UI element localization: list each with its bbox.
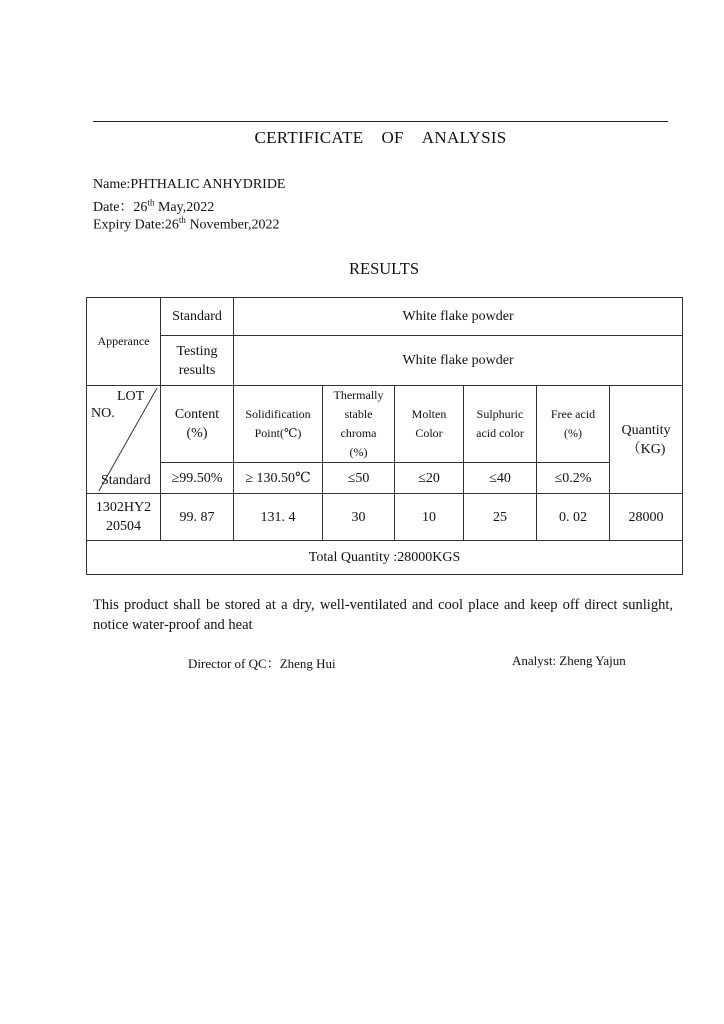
top-rule (93, 121, 668, 122)
title-word-3: ANALYSIS (421, 128, 507, 147)
value-content: 99. 87 (161, 494, 234, 541)
col-content-header (161, 386, 234, 463)
lot-label-line-1: LOT (117, 389, 145, 404)
testing-label-line-2: results (178, 362, 216, 378)
product-name: Name:PHTHALIC ANHYDRIDE (93, 177, 286, 192)
value-solidification: 131. 4 (234, 494, 323, 541)
col-quantity-header (610, 386, 683, 494)
col-molten-l2: Color (415, 426, 443, 440)
col-content-l2: (%) (186, 426, 208, 441)
standard-sulphuric: ≤40 (464, 463, 537, 494)
director-signature: Director of QC：Zheng Hui (188, 656, 336, 671)
col-free-acid-l2: (%) (564, 426, 582, 440)
col-solidification-header (234, 386, 323, 463)
col-quantity-l1: Quantity (621, 422, 671, 438)
standard-content: ≥99.50% (161, 463, 234, 494)
value-chroma: 30 (323, 494, 395, 541)
expiry-line (93, 215, 279, 234)
value-sulphuric: 25 (464, 494, 537, 541)
standard-label: Standard (161, 298, 234, 336)
lot-standard-corner-cell (87, 386, 161, 494)
col-sulphuric-l2: acid color (476, 426, 524, 440)
col-solidification-l2: Point(℃) (254, 426, 302, 440)
date-prefix: Date：26 (93, 200, 148, 215)
standard-chroma: ≤50 (323, 463, 395, 494)
value-free-acid: 0. 02 (537, 494, 610, 541)
title-word-1: CERTIFICATE (254, 128, 364, 147)
col-chroma-l1: Thermally (333, 388, 384, 402)
storage-note: This product shall be stored at a dry, well-ventilated and cool place and keep off direct sunlight, notice water-proof and heat (93, 597, 673, 633)
col-content-l1: Content (174, 407, 220, 422)
col-sulphuric-header (464, 386, 537, 463)
col-chroma-l2: stable (344, 407, 373, 421)
date-sup: th (147, 197, 155, 208)
date-line (93, 196, 214, 216)
lot-no-label (91, 388, 144, 422)
col-sulphuric-l1: Sulphuric (476, 407, 524, 421)
lot-number-l2: 20504 (106, 519, 141, 534)
value-molten: 10 (395, 494, 464, 541)
expiry-sup: th (178, 215, 186, 225)
col-chroma-header (323, 386, 395, 463)
testing-label-line-1: Testing (176, 343, 218, 359)
testing-results-label (161, 336, 234, 386)
lot-number-l1: 1302HY2 (95, 500, 152, 515)
analyst-signature: Analyst: Zheng Yajun (512, 653, 626, 668)
total-quantity: Total Quantity :28000KGS (87, 541, 683, 575)
expiry-prefix: Expiry Date:26 (93, 217, 179, 233)
standard-free-acid: ≤0.2% (537, 463, 610, 494)
col-solidification-l1: Solidification (245, 407, 311, 421)
col-molten-l1: Molten (411, 407, 447, 421)
appearance-label: Apperance (87, 298, 161, 386)
testing-appearance-value: White flake powder (234, 336, 683, 386)
title-word-2: OF (381, 128, 404, 147)
standard-solidification: ≥ 130.50℃ (234, 463, 323, 494)
date-suffix: May,2022 (154, 200, 215, 215)
lot-number (87, 494, 161, 541)
col-molten-header (395, 386, 464, 463)
standard-appearance-value: White flake powder (234, 298, 683, 336)
standard-corner-label: Standard (101, 473, 151, 488)
standard-molten: ≤20 (395, 463, 464, 494)
col-quantity-l2: （KG) (626, 441, 666, 457)
document-title (93, 128, 668, 148)
results-table (86, 297, 683, 575)
col-chroma-l3: chroma (340, 426, 377, 440)
lot-label-line-2: NO. (91, 406, 115, 421)
col-free-acid-header (537, 386, 610, 463)
value-quantity: 28000 (610, 494, 683, 541)
expiry-suffix: November,2022 (185, 217, 280, 233)
results-heading: RESULTS (349, 259, 419, 278)
col-free-acid-l1: Free acid (550, 407, 596, 421)
col-chroma-l4: (%) (349, 445, 368, 459)
